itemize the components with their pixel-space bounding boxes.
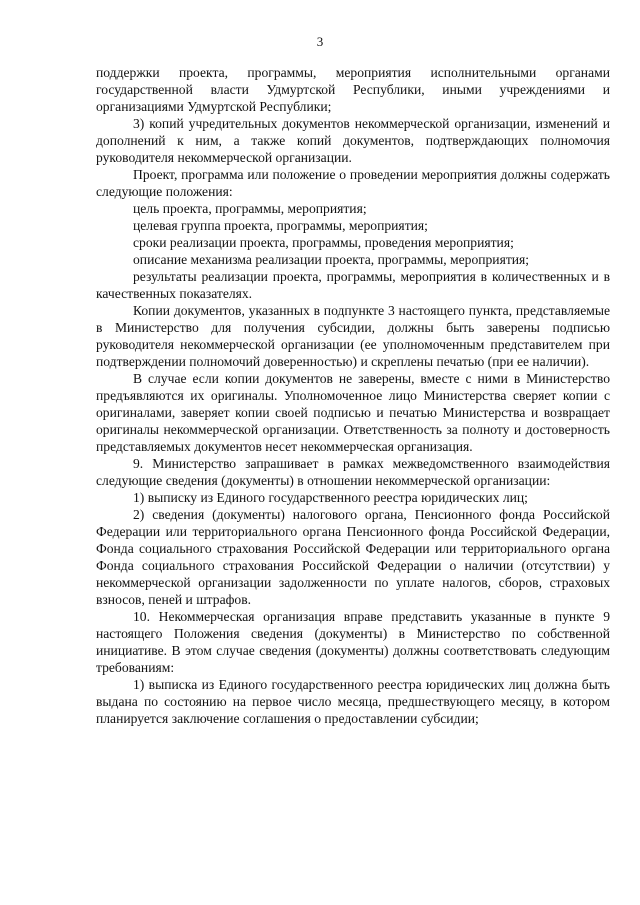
- list-item-goal: цель проекта, программы, мероприятия;: [133, 201, 367, 216]
- list-item-registry-requirement: 1) выписка из Единого государственного реестра юридических лиц должна быть выдана по состоянию на первое число месяца, предшествующего месяцу, в котором планируется заключение соглашения о предоставлении субсидии;: [96, 677, 610, 726]
- paragraph-section-10: 10. Некоммерческая организация вправе представить указанные в пункте 9 настоящего Положения сведения (документы) в Министерство по собственной инициативе. В этом случае сведения (документы) должны соответствовать следующим требованиям:: [96, 609, 610, 675]
- paragraph-support-continuation: поддержки проекта, программы, мероприятия исполнительными органами государственной власти Удмуртской Республики, иными учреждениями и организациями Удмуртской Республики;: [96, 65, 610, 114]
- paragraph-section-9: 9. Министерство запрашивает в рамках межведомственного взаимодействия следующие сведения (документы) в отношении некоммерческой организации:: [96, 456, 610, 488]
- list-item-results: результаты реализации проекта, программы, мероприятия в количественных и в качественных показателях.: [96, 269, 610, 301]
- list-item-mechanism: описание механизма реализации проекта, программы, мероприятия;: [133, 252, 530, 267]
- list-item-timeline: сроки реализации проекта, программы, проведения мероприятия;: [133, 235, 514, 250]
- paragraph-project-requirements: Проект, программа или положение о проведении мероприятия должны содержать следующие положения:: [96, 167, 610, 199]
- paragraph-copies-certification: Копии документов, указанных в подпункте 3 настоящего пункта, представляемые в Министерство для получения субсидии, должны быть заверены подписью руководителя некоммерческой организации (ее уполномоченным представителем при подтверждении полномочий доверенностью) и скреплены печатью (при ее наличии).: [96, 303, 610, 369]
- list-item-tax-information: 2) сведения (документы) налогового органа, Пенсионного фонда Российской Федерации или территориального органа Пенсионного фонда Российской Федерации, Фонда социального страхования Российской Федерации или территориального органа Фонда социального страхования Российской Федерации о наличии (отсутствии) у некоммерческой организации задолженности по уплате налогов, сборов, страховых взносов, пеней и штрафов.: [96, 507, 610, 607]
- paragraph-uncertified-copies: В случае если копии документов не заверены, вместе с ними в Министерство предъявляются их оригиналы. Уполномоченное лицо Министерства сверяет копии с оригиналами, заверяет копии своей подписью и печатью Министерства и возвращает оригиналы некоммерческой организации. Ответственность за полноту и достоверность представляемых документов несет некоммерческая организация.: [96, 371, 610, 454]
- list-item-registry-extract: 1) выписку из Единого государственного реестра юридических лиц;: [133, 490, 528, 505]
- list-item-target-group: целевая группа проекта, программы, мероприятия;: [133, 218, 428, 233]
- paragraph-item-3-copies: 3) копий учредительных документов некоммерческой организации, изменений и дополнений к ним, а также копий документов, подтверждающих полномочия руководителя некоммерческой организации.: [96, 116, 610, 165]
- page-number: 3: [316, 34, 324, 49]
- document-body: [96, 64, 610, 727]
